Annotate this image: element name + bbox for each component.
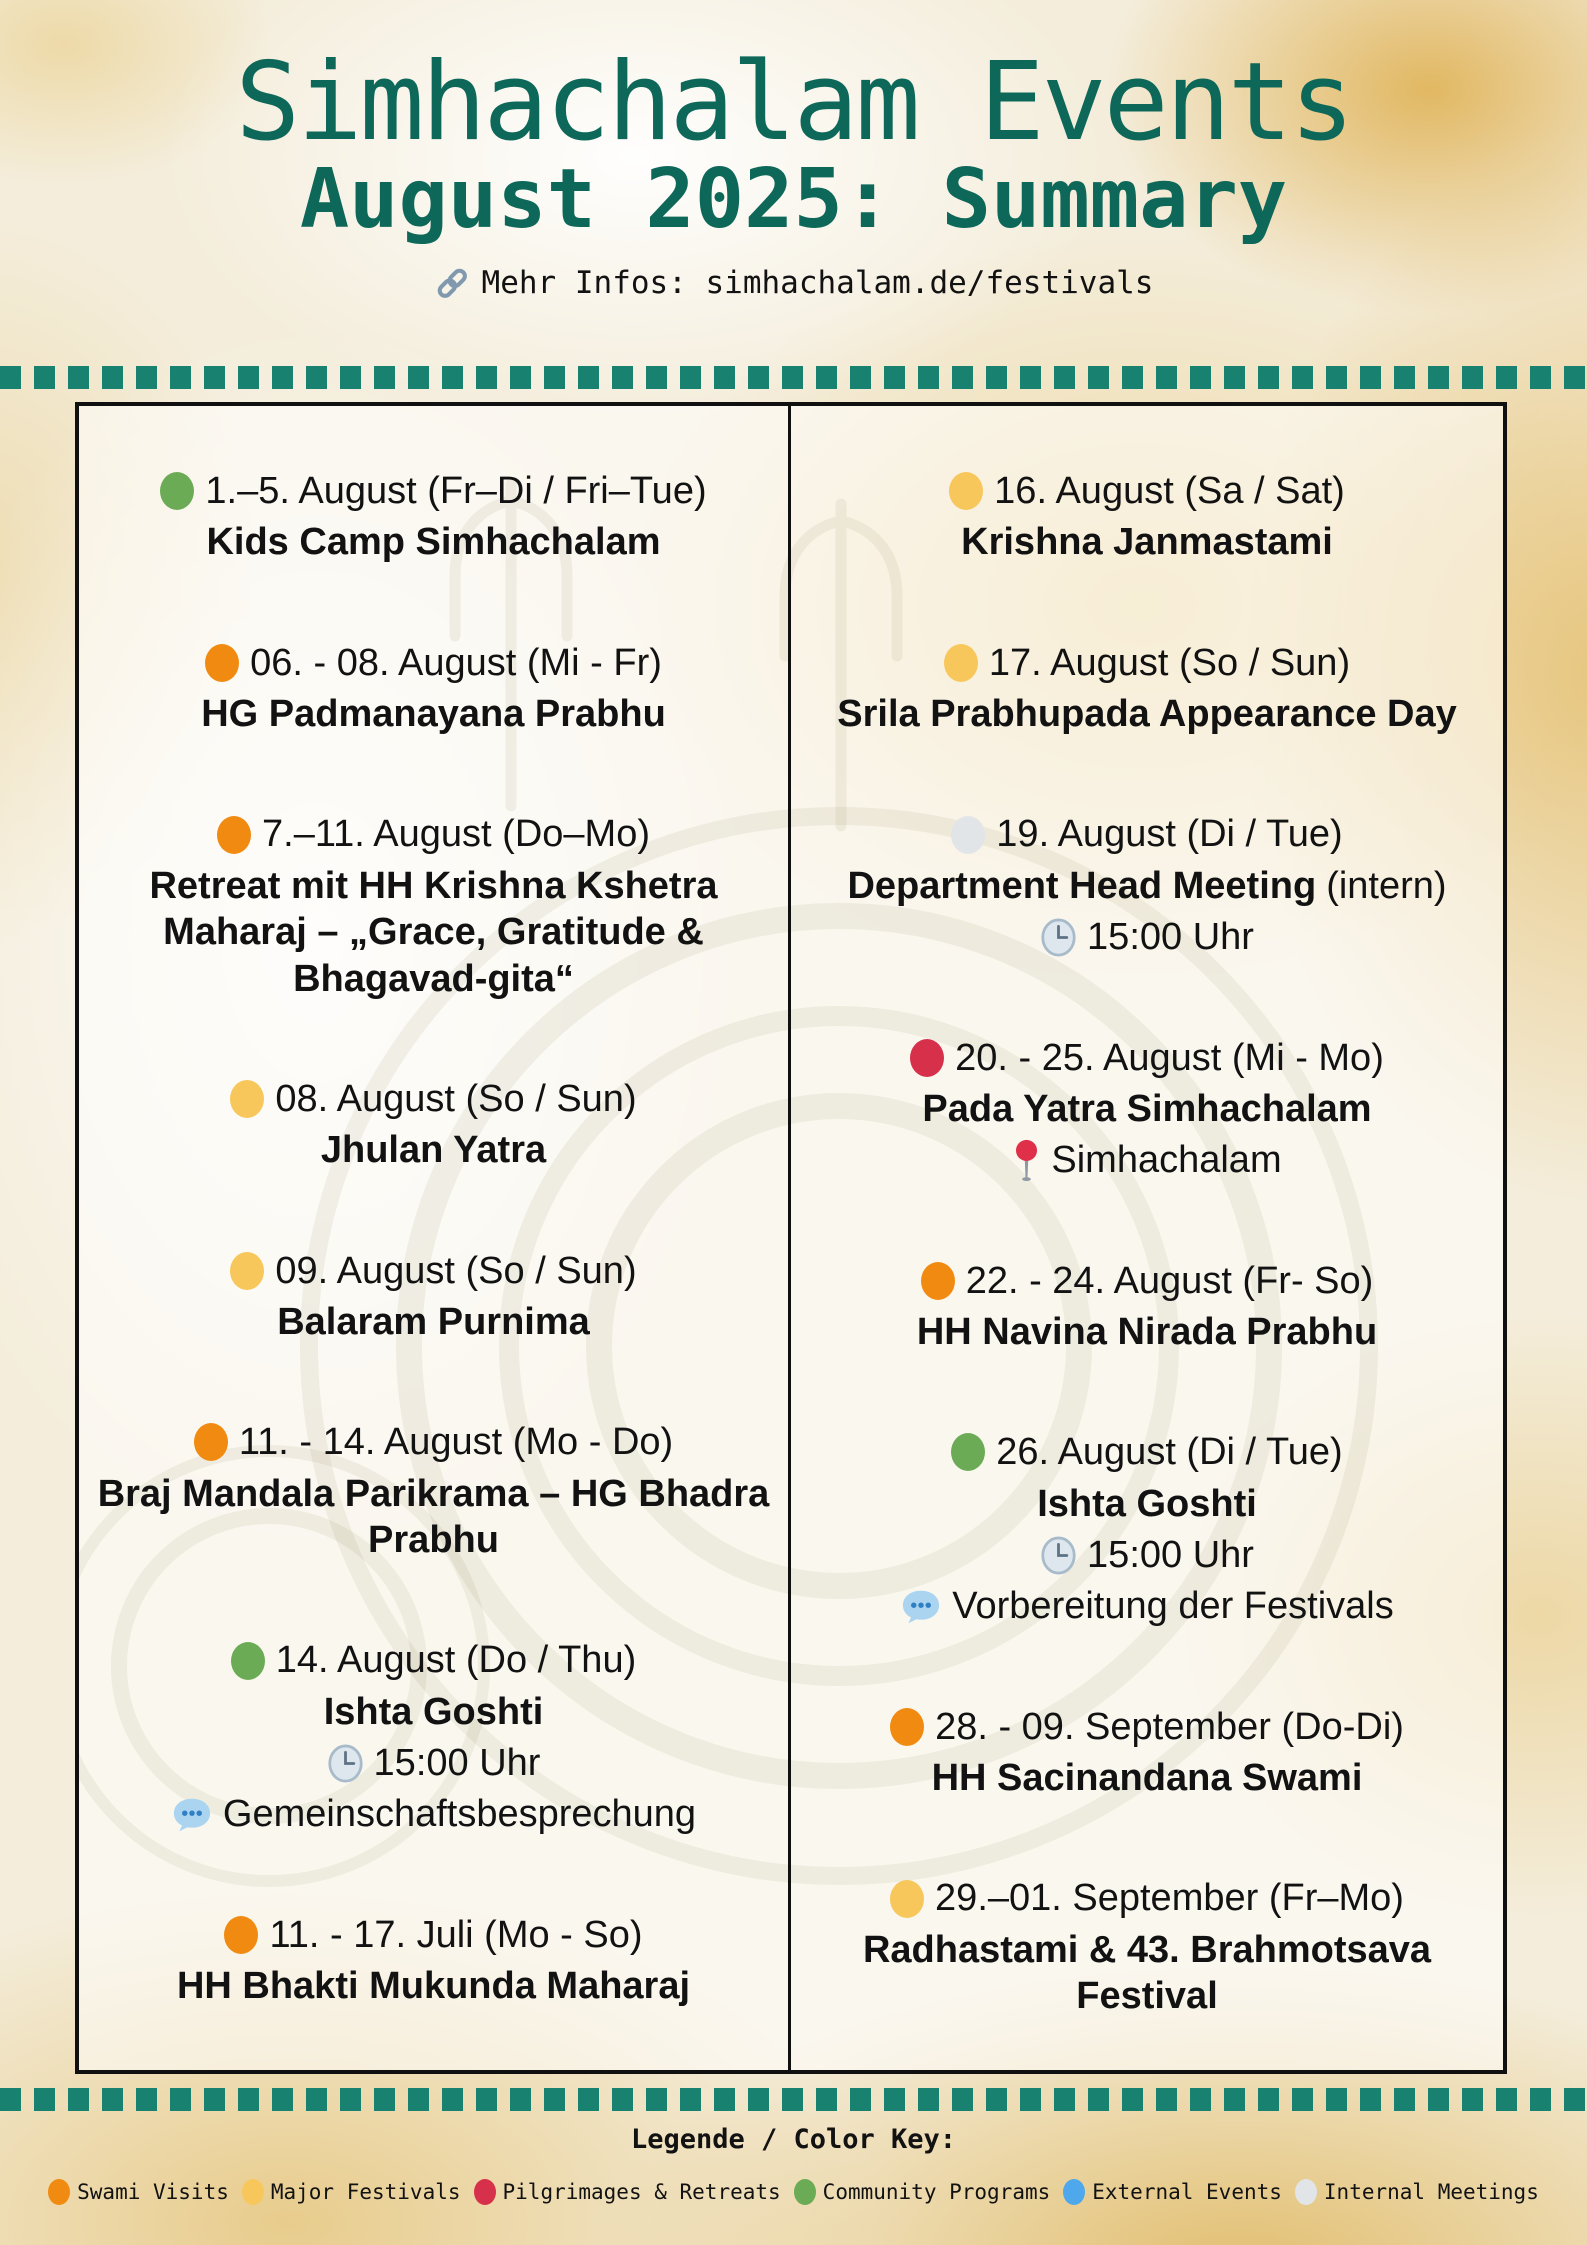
event-time-line [171, 1740, 696, 1786]
event-title: Kids Camp Simhachalam [206, 521, 661, 564]
event-date: 7.–11. August (Do–Mo) [262, 813, 650, 856]
dashed-divider-top [0, 366, 1587, 389]
event-date: 09. August (So / Sun) [275, 1249, 637, 1292]
legend-item-label: Major Festivals [270, 2180, 461, 2204]
event-date: 20. - 25. August (Mi - Mo) [955, 1036, 1384, 1079]
event [949, 468, 1345, 566]
event-date: 14. August (Do / Thu) [275, 1639, 637, 1682]
event-time: 15:00 Uhr [373, 1742, 541, 1785]
category-dot [890, 1880, 924, 1918]
legend-dot [474, 2179, 496, 2205]
event-title: Department Head Meeting (intern) [847, 864, 1447, 907]
event [171, 1637, 696, 1837]
legend-title: Legende / Color Key: [630, 2124, 957, 2155]
event [837, 640, 1457, 738]
events-column-right [791, 406, 1503, 2070]
category-dot [951, 1433, 985, 1471]
category-dot [890, 1708, 924, 1746]
legend-dot [794, 2179, 816, 2205]
legend-item [242, 2179, 461, 2205]
event-note-line [900, 1583, 1393, 1629]
event-title: Radhastami & 43. Brahmotsava Festival [862, 1928, 1432, 2018]
event-date: 29.–01. September (Fr–Mo) [935, 1877, 1404, 1920]
event-title: Retreat mit HH Krishna Kshetra Maharaj – „Grace, Gratitude & Bhagavad-gita“ [149, 864, 718, 1000]
legend-item [1063, 2179, 1282, 2205]
event-date: 11. - 17. Juli (Mo - So) [269, 1913, 643, 1956]
legend-item-label: External Events [1092, 2180, 1282, 2204]
event-title: Ishta Goshti [323, 1690, 544, 1733]
category-dot [205, 644, 239, 682]
category-dot [231, 1642, 265, 1680]
legend-item [1295, 2179, 1539, 2205]
event-title: Pada Yatra Simhachalam [922, 1087, 1372, 1130]
event-date: 06. - 08. August (Mi - Fr) [250, 641, 662, 684]
event-title: Balaram Purnima [277, 1300, 590, 1343]
legend-item [474, 2179, 781, 2205]
link-icon [434, 265, 470, 301]
legend-item [48, 2179, 229, 2205]
event [917, 1258, 1377, 1356]
category-dot [194, 1423, 228, 1461]
event [847, 811, 1446, 960]
event [89, 1419, 779, 1563]
event-date: 17. August (So / Sun) [988, 641, 1351, 684]
legend-row [0, 2179, 1587, 2205]
events-column-left [79, 406, 791, 2070]
clock-icon [1040, 917, 1077, 958]
event-date: 1.–5. August (Fr–Di / Fri–Tue) [205, 470, 707, 512]
event-title: Krishna Janmastami [961, 521, 1333, 564]
event-time: 15:00 Uhr [1087, 916, 1254, 959]
event-location: Simhachalam [1051, 1139, 1282, 1182]
event [802, 1875, 1492, 2019]
event-title: HG Padmanayana Prabhu [201, 693, 666, 736]
event-time-line [847, 914, 1446, 960]
dashed-divider-bottom [0, 2088, 1587, 2111]
event-title: Ishta Goshti [1037, 1482, 1257, 1525]
category-dot [230, 1080, 264, 1118]
legend-dot [242, 2179, 264, 2205]
legend-item [794, 2179, 1051, 2205]
event [910, 1035, 1384, 1184]
category-dot [224, 1916, 258, 1954]
category-dot [910, 1039, 944, 1077]
event-note: Gemeinschaftsbesprechung [222, 1793, 697, 1836]
legend-dot [1063, 2179, 1085, 2205]
event-note-line [171, 1791, 696, 1837]
legend-item-label: Internal Meetings [1323, 2180, 1539, 2204]
event-date: 28. - 09. September (Do-Di) [935, 1705, 1404, 1748]
category-dot [160, 472, 194, 510]
event-date: 26. August (Di / Tue) [996, 1431, 1343, 1474]
legend-item-label: Pilgrimages & Retreats [502, 2180, 781, 2204]
event [160, 468, 706, 566]
category-dot [921, 1262, 955, 1300]
clock-icon [327, 1743, 364, 1784]
category-dot [230, 1252, 264, 1290]
category-dot [951, 816, 985, 854]
event-title: Braj Mandala Parikrama – HG Bhadra Prabhu [97, 1472, 770, 1562]
event-title: HH Navina Nirada Prabhu [916, 1310, 1378, 1353]
legend-dot [48, 2179, 70, 2205]
legend-item-label: Swami Visits [77, 2180, 229, 2204]
event [177, 1912, 690, 2010]
events-card [75, 402, 1507, 2074]
event-date: 22. - 24. August (Fr- So) [965, 1259, 1374, 1302]
event-date: 08. August (So / Sun) [275, 1077, 637, 1120]
speech-bubble-icon [171, 1796, 213, 1834]
category-dot [949, 472, 983, 510]
category-dot [217, 816, 251, 854]
event-date: 11. - 14. August (Mo - Do) [238, 1421, 674, 1464]
event [900, 1429, 1393, 1629]
event-date: 19. August (Di / Tue) [996, 813, 1343, 856]
event-time-line [900, 1532, 1393, 1578]
event [201, 640, 666, 738]
header [0, 0, 1587, 301]
event-title: HH Sacinandana Swami [931, 1757, 1363, 1800]
event-title-suffix: (intern) [1326, 864, 1447, 907]
legend-item-label: Community Programs [822, 2180, 1051, 2204]
clock-icon [1040, 1535, 1077, 1576]
event-note: Vorbereitung der Festivals [952, 1585, 1394, 1628]
event-title: Jhulan Yatra [320, 1129, 547, 1172]
event-time: 15:00 Uhr [1087, 1534, 1254, 1577]
legend [0, 2124, 1587, 2205]
info-link[interactable] [0, 265, 1587, 301]
event [230, 1076, 636, 1174]
event-title: Srila Prabhupada Appearance Day [837, 693, 1457, 736]
event-title: HH Bhakti Mukunda Maharaj [176, 1965, 691, 2008]
event-location-line [910, 1137, 1384, 1183]
event [890, 1704, 1404, 1802]
event [230, 1248, 636, 1346]
location-pin-icon [1012, 1138, 1041, 1182]
info-link-text: Mehr Infos: simhachalam.de/festivals [481, 264, 1154, 301]
legend-dot [1295, 2179, 1317, 2205]
page-title: Simhachalam Events [235, 40, 1352, 165]
speech-bubble-icon [900, 1588, 942, 1626]
category-dot [944, 644, 978, 682]
event [89, 811, 779, 1001]
page-subtitle: August 2025: Summary [299, 151, 1288, 247]
event-date: 16. August (Sa / Sat) [994, 470, 1345, 512]
